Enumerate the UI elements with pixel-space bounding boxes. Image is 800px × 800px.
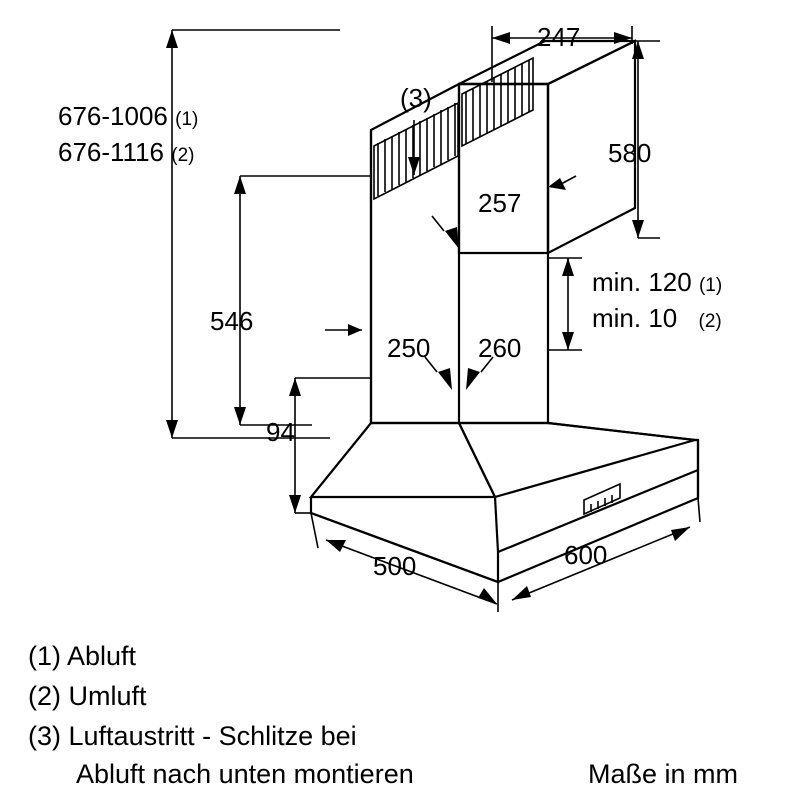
air-outlet-slots-side <box>462 58 533 146</box>
dimension-canopy-to-chimney-2: min. 10 (2) <box>592 303 722 333</box>
legend-item-1: (1) Abluft <box>28 641 137 671</box>
legend-item-3: (3) Luftaustritt - Schlitze bei <box>28 721 357 751</box>
units-note: Maße in mm <box>588 759 739 789</box>
dimension-chimney-width-lower: 257 <box>478 188 522 218</box>
legend-item-3-continued: Abluft nach unten montieren <box>76 759 414 789</box>
dimension-canopy-width: 600 <box>564 540 608 570</box>
air-outlet-slots-front <box>374 103 458 199</box>
callout-3-label: (3) <box>400 83 432 113</box>
dimension-chimney-height: 580 <box>608 138 652 168</box>
dimension-height-range-2: 676-1116 (2) <box>58 137 195 167</box>
dimension-canopy-edge-height: 94 <box>266 417 295 447</box>
dimension-chimney-depth: 260 <box>478 333 522 363</box>
dimension-height-range-1: 676-1006 (1) <box>58 101 199 131</box>
dimension-chimney-depth-top: 247 <box>537 22 581 52</box>
canopy <box>311 423 698 582</box>
dimension-canopy-to-chimney-1: min. 120 (1) <box>592 267 723 297</box>
dimension-chimney-width: 250 <box>387 333 431 363</box>
dimension-body-height: 546 <box>210 306 254 336</box>
legend-item-2: (2) Umluft <box>28 681 147 711</box>
dimension-canopy-depth: 500 <box>373 551 417 581</box>
